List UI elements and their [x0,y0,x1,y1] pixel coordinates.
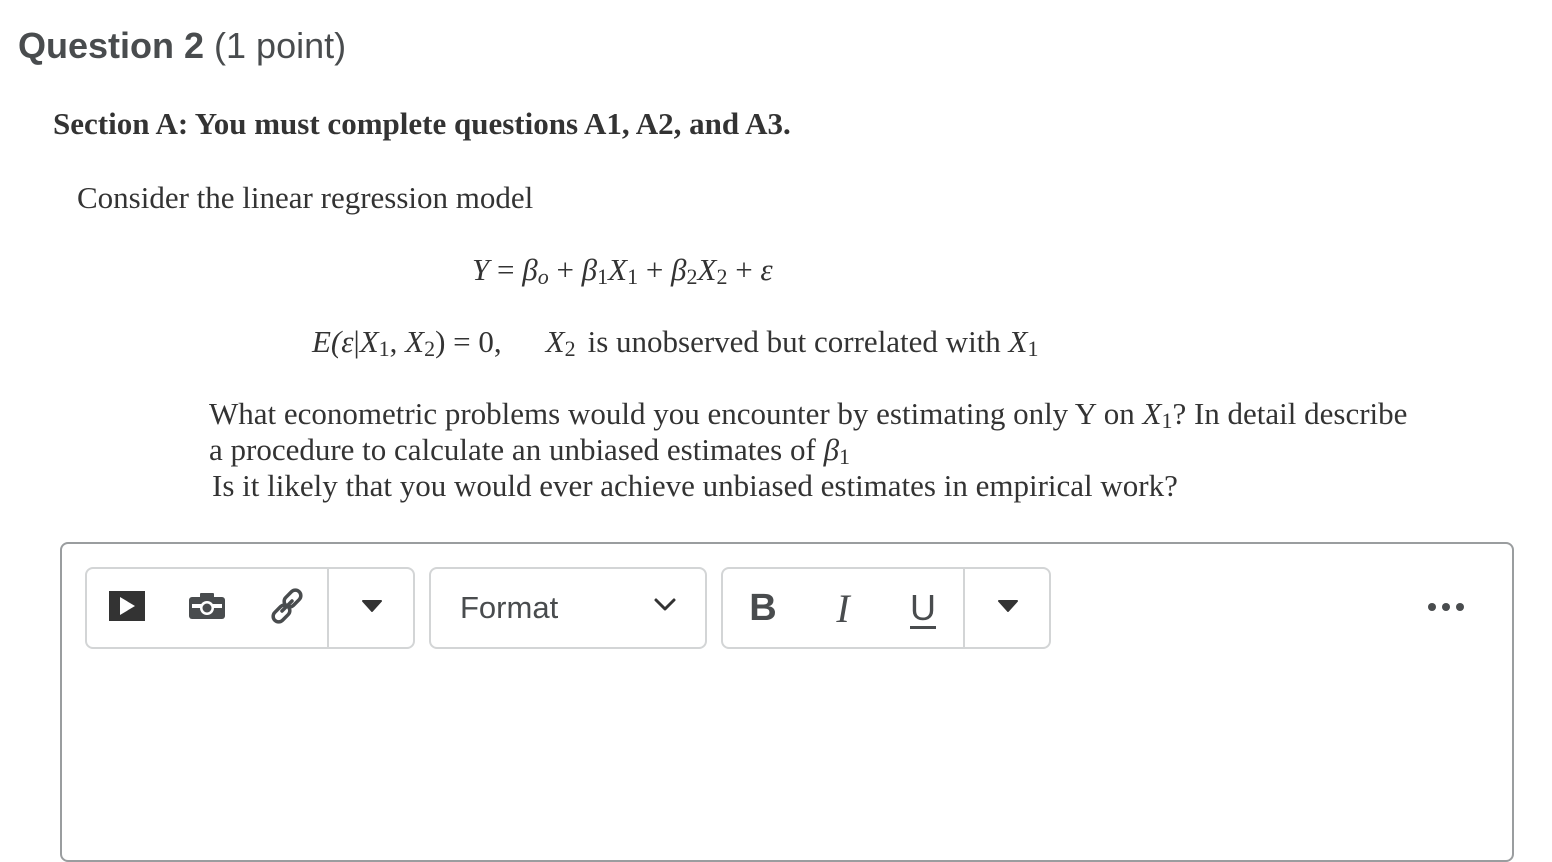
eq1-plus2: + [638,252,672,287]
format-dropdown[interactable] [429,567,707,649]
regression-equation [472,250,773,290]
toolbar-separator [327,569,329,647]
eq1-beta2-sub: 2 [686,264,698,289]
eq1-equals: = [489,252,523,287]
intro-text: Consider the linear regression model [77,180,534,215]
eq2-text: is unobserved but correlated with [587,324,1009,359]
eq2-x2-var: X [545,324,565,359]
para1-text-a: What econometric problems would you encounter by estimating only Y on [209,396,1143,431]
more-options-icon [1426,599,1466,617]
eq1-y: Y [472,252,490,287]
format-label: Format [460,590,559,625]
para1-x1-sub: 1 [1161,408,1173,433]
question-paragraph-1 [209,396,1407,432]
italic-button[interactable]: I [836,585,850,631]
caret-down-icon [997,599,1019,618]
eq1-beta1: β [581,252,598,287]
eq1-x1-sub: 1 [627,264,639,289]
question-paragraph-3: Is it likely that you would ever achieve unbiased estimates in empirical work? [212,468,1178,503]
para1-text-b: ? In detail describe [1172,396,1408,431]
eq2-close: ) = 0, [435,324,502,359]
eq1-beta2: β [671,252,687,287]
question-points: (1 point) [214,25,347,66]
eq1-epsilon: ε [760,252,773,287]
para1-x1: X [1142,396,1162,431]
eq2-x1-sub: 1 [378,336,390,361]
chevron-down-icon [653,597,677,618]
eq2-epsilon: ε [341,324,354,359]
eq2-x1-var-sub: 1 [1027,336,1039,361]
text-style-more-dropdown[interactable] [967,569,1049,647]
link-icon [267,586,307,631]
para2-beta1-sub: 1 [839,444,851,469]
insert-video-button[interactable] [105,569,149,647]
toolbar-text-style-group [721,567,1051,649]
eq2-x2-sub: 2 [424,336,436,361]
toolbar-separator [963,569,965,647]
more-options-button[interactable] [1424,588,1468,628]
eq2-comma: , [389,324,406,359]
eq1-beta0-sub: o [537,264,549,289]
caret-down-icon [361,599,383,618]
insert-link-button[interactable] [265,569,309,647]
eq1-plus3: + [727,252,761,287]
question-label: Question 2 [18,25,205,66]
eq2-expectation: E( [312,324,342,359]
eq2-x2: X [405,324,425,359]
para2-beta1: β [823,432,840,467]
eq1-x1: X [608,252,628,287]
eq2-bar: | [353,324,360,359]
underline-button[interactable]: U [910,587,936,628]
camera-icon [188,591,226,626]
bold-button[interactable]: B [749,586,777,629]
insert-image-button[interactable] [185,569,229,647]
eq1-plus1: + [548,252,582,287]
question-paragraph-2 [209,432,850,468]
eq2-x2-var-sub: 2 [564,336,576,361]
video-icon [108,590,146,627]
para2-text: a procedure to calculate an unbiased estimates of [209,432,824,467]
insert-more-dropdown[interactable] [331,569,413,647]
toolbar-insert-group [85,567,415,649]
eq1-x2: X [697,252,717,287]
answer-editor[interactable] [60,542,1514,862]
eq2-x1: X [359,324,379,359]
eq1-beta1-sub: 1 [597,264,609,289]
eq1-x2-sub: 2 [716,264,728,289]
question-title [18,24,346,68]
assumption-line [312,322,1038,362]
eq1-beta0: β [522,252,538,287]
section-heading: Section A: You must complete questions A1, A2, and A3. [53,106,791,141]
eq2-x1-var: X [1008,324,1028,359]
